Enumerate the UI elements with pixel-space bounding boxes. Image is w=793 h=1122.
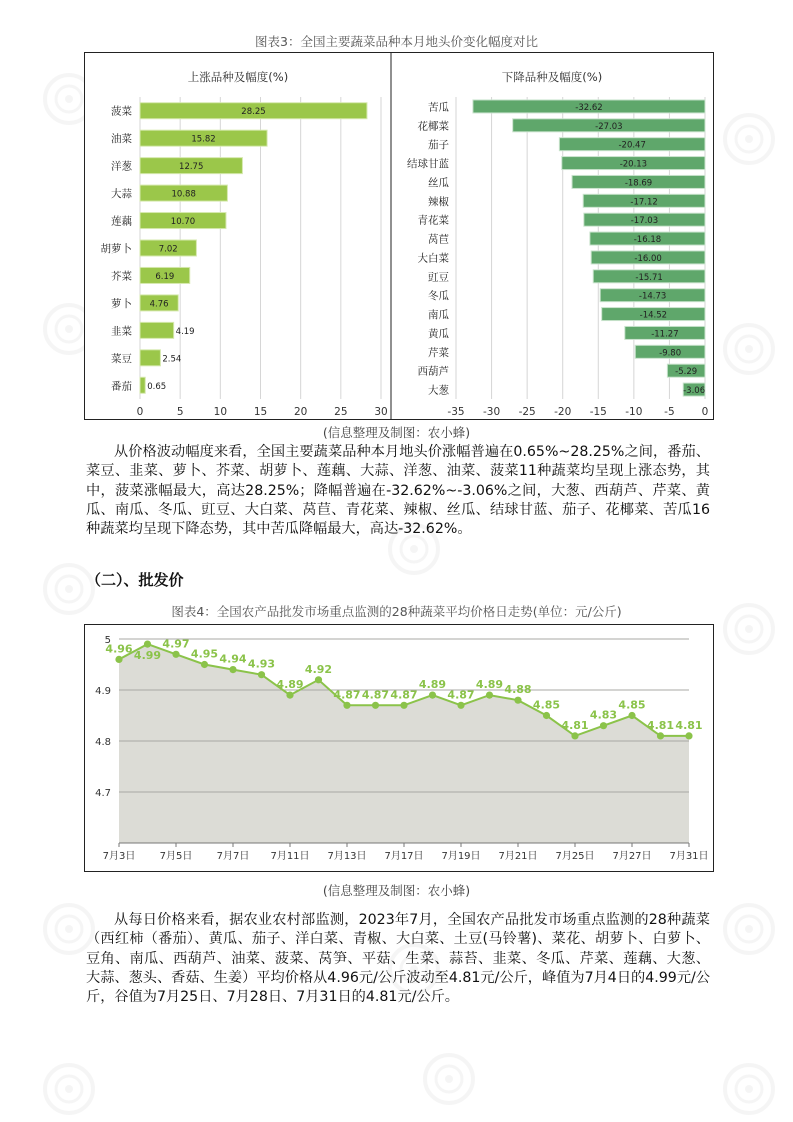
down-x-tick-label: -35 [447,406,465,418]
y-tick-label: 4.7 [95,788,111,799]
up-data-label: 15.82 [191,134,216,145]
up-category-label: 大蒜 [111,188,132,201]
y-tick-label: 4.8 [95,737,111,748]
up-x-tick-label: 25 [334,406,348,418]
x-tick-label: 7月25日 [555,851,595,862]
up-data-label: 6.19 [155,271,175,282]
down-category-label: 苦瓜 [428,101,449,114]
up-category-label: 韭菜 [111,325,132,338]
up-bar [140,322,174,338]
x-tick-label: 7月31日 [669,851,709,862]
x-tick-label: 7月7日 [216,851,250,862]
price-point [286,692,293,699]
section-heading: （二）、批发价 [86,571,184,589]
price-data-label: 4.89 [475,678,504,692]
price-line-chart [95,635,708,862]
down-category-label: 西葫芦 [417,365,449,378]
up-data-label: 10.70 [170,217,196,228]
x-tick-label: 7月21日 [498,851,538,862]
price-point [543,712,550,719]
price-point [372,702,379,709]
down-data-label: -16.18 [633,235,662,246]
up-category-label: 菠菜 [111,105,132,118]
price-point [144,641,151,648]
price-data-label: 4.87 [333,688,361,702]
price-data-label: 4.89 [276,678,304,692]
down-data-label: -5.29 [675,367,698,378]
figure4-frame [84,624,714,872]
price-point [229,666,236,673]
down-category-label: 丝瓜 [428,176,449,189]
down-x-tick-label: -10 [625,406,643,418]
price-point [115,656,122,663]
price-data-label: 4.81 [675,718,703,732]
up-data-label: 10.88 [171,189,196,200]
down-category-label: 大白菜 [417,252,449,265]
paragraph-price-fluctuation: 从价格波动幅度来看，全国主要蔬菜品种本月地头价涨幅普遍在0.65%~28.25%之间，番茄、菜豆、韭菜、萝卜、芥菜、胡萝卜、莲藕、大蒜、洋葱、油菜、菠菜11种蔬菜均呈现上涨态势，其中，菠菜涨幅最大，高达28.25%；降幅普遍在-32.62%~-3.06%之间，大葱、西葫芦、芹菜、黄瓜、南瓜、冬瓜、豇豆、大白菜、莴苣、青花菜、辣椒、丝瓜、结球甘蓝、茄子、花椰菜、苦瓜16种蔬菜均呈现下降态势，其中苦瓜降幅最大，高达-32.62%。 [86,444,710,538]
price-data-label: 4.97 [162,637,190,651]
up-panel-title: 上涨品种及幅度(%) [187,70,289,84]
up-category-label: 芥菜 [111,270,132,283]
x-tick-label: 7月19日 [441,851,481,862]
price-data-label: 4.85 [618,698,646,712]
down-category-label: 冬瓜 [428,290,449,303]
down-data-label: -18.69 [624,178,653,189]
down-x-tick-label: -20 [554,406,572,418]
figure3-frame [84,52,714,420]
x-tick-label: 7月11日 [270,851,310,862]
price-data-label: 4.92 [304,662,333,676]
up-data-label: 7.02 [158,244,178,255]
price-data-label: 4.94 [219,652,247,666]
price-data-label: 4.89 [418,678,447,692]
up-data-label: 0.65 [147,381,167,392]
down-data-label: -14.73 [638,291,667,302]
price-point [201,661,208,668]
price-data-label: 4.88 [504,683,532,697]
y-tick-label: 4.9 [95,686,111,697]
price-data-label: 4.81 [561,718,589,732]
up-category-label: 萝卜 [111,297,132,310]
down-data-label: -27.03 [595,121,623,132]
price-point [486,692,493,699]
price-data-label: 4.87 [390,688,418,702]
down-x-tick-label: -25 [518,406,536,418]
price-point [457,702,464,709]
down-category-label: 莴苣 [428,233,449,246]
bee-watermark-icon [720,320,778,378]
price-point [657,732,664,739]
y-tick-label: 5 [104,635,111,646]
price-point [628,712,635,719]
down-category-label: 芹菜 [428,346,449,359]
figure4-source: (信息整理及制图：农小蜂) [322,883,471,898]
down-category-label: 结球甘蓝 [407,158,449,171]
down-data-label: -17.03 [630,216,659,227]
up-category-label: 胡萝卜 [100,243,132,255]
up-x-tick-label: 5 [176,406,184,418]
down-data-label: -16.00 [634,253,662,264]
up-category-label: 菜豆 [111,352,132,365]
price-point [400,702,407,709]
down-category-label: 黄瓜 [428,327,449,340]
price-data-label: 4.96 [105,642,133,656]
down-category-label: 南瓜 [428,309,449,322]
up-data-label: 4.76 [149,299,169,310]
x-tick-label: 7月3日 [102,851,136,862]
up-data-label: 28.25 [241,107,266,118]
up-category-label: 番茄 [111,380,132,393]
figure3-chart [85,53,713,419]
up-bar [140,377,145,393]
down-x-tick-label: -30 [482,406,501,418]
down-data-label: -9.80 [659,348,682,359]
bee-watermark-icon [720,110,778,168]
x-tick-label: 7月13日 [327,851,367,862]
down-category-label: 大葱 [428,384,449,397]
up-x-tick-label: 20 [293,406,308,418]
up-data-label: 12.75 [179,162,204,173]
down-category-label: 辣椒 [428,195,449,208]
up-bar-chart [101,97,388,418]
price-point [514,697,521,704]
x-tick-label: 7月17日 [384,851,424,862]
down-data-label: -11.27 [651,329,679,340]
bee-watermark-icon [40,1060,98,1118]
down-category-label: 青花菜 [417,214,449,227]
price-point [258,671,265,678]
price-point [600,722,607,729]
up-data-label: 2.54 [162,354,182,365]
price-point [571,732,578,739]
down-data-label: -20.13 [619,159,648,170]
up-x-tick-label: 15 [253,406,268,418]
price-data-label: 4.87 [361,688,390,702]
down-bar-chart [407,97,708,418]
down-data-label: -3.06 [683,386,706,397]
price-point [429,692,436,699]
up-data-label: 4.19 [175,326,195,337]
x-tick-label: 7月27日 [612,851,652,862]
down-data-label: -32.62 [575,102,603,113]
down-category-label: 花椰菜 [417,120,449,133]
down-x-tick-label: -5 [664,406,675,418]
up-bar [140,350,160,366]
price-point [685,732,692,739]
price-point [172,651,179,658]
bee-watermark-icon [420,1050,478,1108]
figure3-title: 图表3：全国主要蔬菜品种本月地头价变化幅度对比 [255,34,538,49]
paragraph-daily-price: 从每日价格来看，据农业农村部监测，2023年7月，全国农产品批发市场重点监测的28种蔬菜（西红柿（番茄）、黄瓜、茄子、洋白菜、青椒、大白菜、土豆(马铃薯)、菜花、胡萝卜、白萝卜、豆角、南瓜、西葫芦、油菜、菠菜、莴笋、平菇、生菜、蒜苔、韭菜、冬瓜、芹菜、莲藕、大葱、大蒜、葱头、香菇、生姜）平均价格从4.96元/公斤波动至4.81元/公斤，峰值为7月4日的4.99元/公斤，谷值为7月25日、7月28日、7月31日的4.81元/公斤。 [86,912,710,1006]
down-category-label: 豇豆 [428,271,449,284]
price-data-label: 4.85 [532,698,561,712]
price-data-label: 4.87 [447,688,475,702]
bee-watermark-icon [720,900,778,958]
up-category-label: 油菜 [111,133,132,146]
up-x-tick-label: 0 [136,406,144,418]
down-x-tick-label: 0 [701,406,709,418]
up-x-tick-label: 10 [213,406,228,418]
down-data-label: -14.52 [639,310,668,321]
price-data-label: 4.93 [247,657,276,671]
down-data-label: -20.47 [618,140,646,151]
down-data-label: -17.12 [630,197,658,208]
figure4-title: 图表4：全国农产品批发市场重点监测的28种蔬菜平均价格日走势(单位：元/公斤) [171,604,622,619]
figure4-chart [85,625,713,871]
bee-watermark-icon [720,1060,778,1118]
price-point [315,676,322,683]
down-category-label: 茄子 [428,139,449,152]
down-x-tick-label: -15 [589,406,607,418]
price-data-label: 4.83 [589,708,618,722]
x-tick-label: 7月5日 [159,851,193,862]
price-data-label: 4.95 [190,647,219,661]
price-data-label: 4.81 [646,718,675,732]
down-panel-title: 下降品种及幅度(%) [501,70,603,84]
figure3-source: (信息整理及制图：农小蜂) [322,425,471,440]
price-data-label: 4.99 [133,649,162,663]
up-category-label: 莲藕 [111,215,132,228]
up-x-tick-label: 30 [374,406,388,418]
price-area-fill [119,644,689,843]
up-category-label: 洋葱 [111,160,132,173]
price-point [343,702,350,709]
down-data-label: -15.71 [635,272,663,283]
